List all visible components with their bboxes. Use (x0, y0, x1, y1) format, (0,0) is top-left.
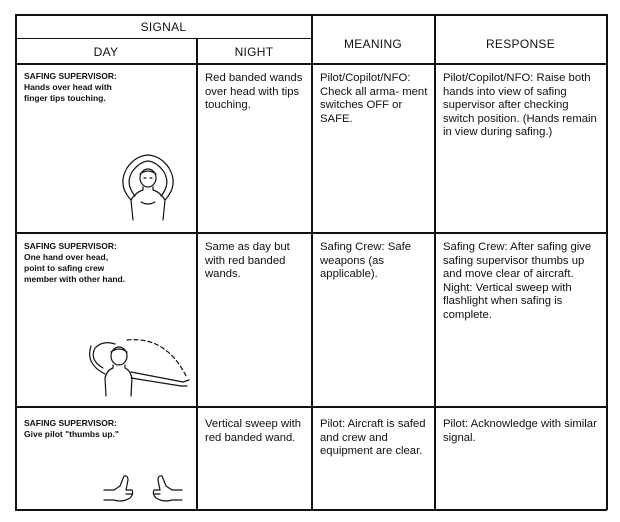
signal-subheader-line (15, 38, 311, 39)
row3-day-text: Give pilot "thumbs up." (24, 429, 119, 439)
header-night: NIGHT (234, 45, 274, 59)
row2-response: Safing Crew: After safing give safing supervisor thumbs up and move clear of aircraft. Night: Vertical sweep with flashlight when safing is complete. (443, 241, 592, 321)
header-response: RESPONSE (485, 37, 556, 51)
row3-response: Pilot: Acknowledge with similar signal. (443, 418, 597, 444)
col-divider-meaning-response (434, 14, 436, 510)
row1-day-description (24, 71, 194, 104)
row2-day-text: One hand over head, point to safing crew member with other hand. (24, 252, 126, 284)
table-border-right (606, 14, 608, 510)
col-divider-day-night (196, 38, 198, 510)
row2-day-description (24, 241, 194, 285)
row2-day-lead: SAFING SUPERVISOR: (24, 241, 117, 251)
table-border-left (15, 14, 17, 510)
row1-day-text: Hands over head with finger tips touching. (24, 82, 112, 103)
thumbs-up-hands-figure (100, 472, 186, 506)
row3-night: Vertical sweep with red banded wand. (205, 418, 302, 444)
supervisor-hands-over-head-figure (103, 140, 193, 230)
row1-response: Pilot/Copilot/NFO: Raise both hands into view of safing supervisor after checking switch position. (Hands remain in view during safing.) (443, 72, 597, 139)
row3-day-description (24, 418, 194, 440)
row1-meaning: Pilot/Copilot/NFO: Check all arma- ment switches OFF or SAFE. (320, 72, 428, 125)
col-divider-night-meaning (311, 14, 313, 510)
row1-day-lead: SAFING SUPERVISOR: (24, 71, 117, 81)
header-signal: SIGNAL (140, 20, 187, 34)
row3-meaning: Pilot: Aircraft is safed and crew and equipment are clear. (320, 418, 426, 458)
header-day: DAY (93, 45, 119, 59)
row2-meaning: Safing Crew: Safe weapons (as applicable). (320, 241, 412, 281)
supervisor-point-to-crew-figure (75, 334, 195, 398)
row1-night: Red banded wands over head with tips touching. (205, 72, 303, 112)
row3-day-lead: SAFING SUPERVISOR: (24, 418, 117, 428)
row2-night: Same as day but with red banded wands. (205, 241, 290, 281)
header-meaning: MEANING (343, 37, 403, 51)
